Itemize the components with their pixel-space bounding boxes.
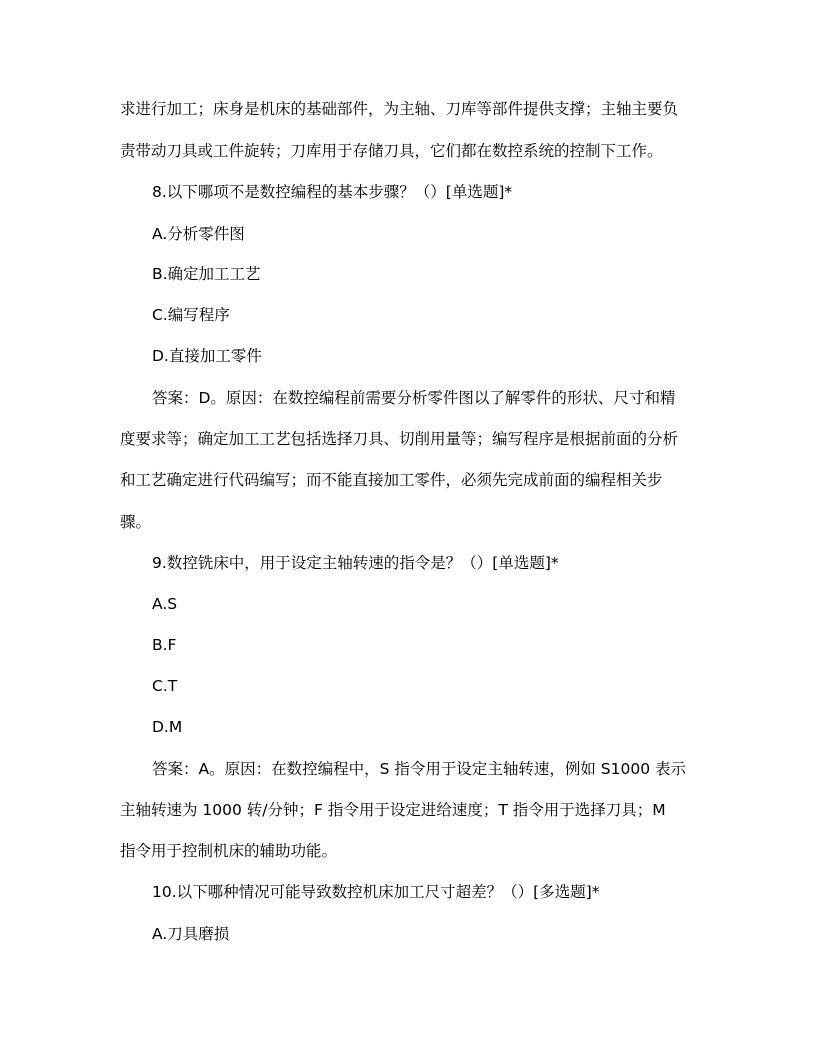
answer-8-text-line-4: 骤。 bbox=[120, 513, 152, 531]
question-10-option-a: A.刀具磨损 bbox=[152, 925, 230, 943]
question-9-option-c: C.T bbox=[152, 677, 178, 695]
answer-8-text-line-1: 答案：D。原因：在数控编程前需要分析零件图以了解零件的形状、尺寸和精 bbox=[152, 389, 676, 407]
answer-9-text-line-3: 指令用于控制机床的辅助功能。 bbox=[120, 842, 338, 860]
question-9-text: 9.数控铣床中，用于设定主轴转速的指令是？（）[单选题]* bbox=[152, 554, 559, 572]
question-8-text: 8.以下哪项不是数控编程的基本步骤？（）[单选题]* bbox=[152, 183, 513, 201]
answer-9-text-line-1: 答案：A。原因：在数控编程中，S 指令用于设定主轴转速，例如 S1000 表示 bbox=[152, 760, 687, 778]
answer-7-text-line-1: 求进行加工；床身是机床的基础部件，为主轴、刀库等部件提供支撑；主轴主要负 bbox=[120, 100, 679, 118]
answer-9-text-line-2: 主轴转速为 1000 转/分钟；F 指令用于设定进给速度；T 指令用于选择刀具；M bbox=[120, 801, 666, 819]
question-8-option-c: C.编写程序 bbox=[152, 306, 230, 324]
question-8-option-a: A.分析零件图 bbox=[152, 225, 245, 243]
question-8-option-b: B.确定加工工艺 bbox=[152, 265, 261, 283]
answer-8-text-line-2: 度要求等；确定加工工艺包括选择刀具、切削用量等；编写程序是根据前面的分析 bbox=[120, 430, 679, 448]
answer-8-text-line-3: 和工艺确定进行代码编写；而不能直接加工零件，必须先完成前面的编程相关步 bbox=[120, 471, 663, 489]
question-9-option-d: D.M bbox=[152, 718, 183, 736]
question-8-option-d: D.直接加工零件 bbox=[152, 347, 262, 365]
answer-7-text-line-2: 责带动刀具或工件旋转；刀库用于存储刀具，它们都在数控系统的控制下工作。 bbox=[120, 142, 663, 160]
question-9-option-b: B.F bbox=[152, 636, 177, 654]
question-9-option-a: A.S bbox=[152, 595, 178, 613]
question-10-text: 10.以下哪种情况可能导致数控机床加工尺寸超差？（）[多选题]* bbox=[152, 883, 600, 901]
